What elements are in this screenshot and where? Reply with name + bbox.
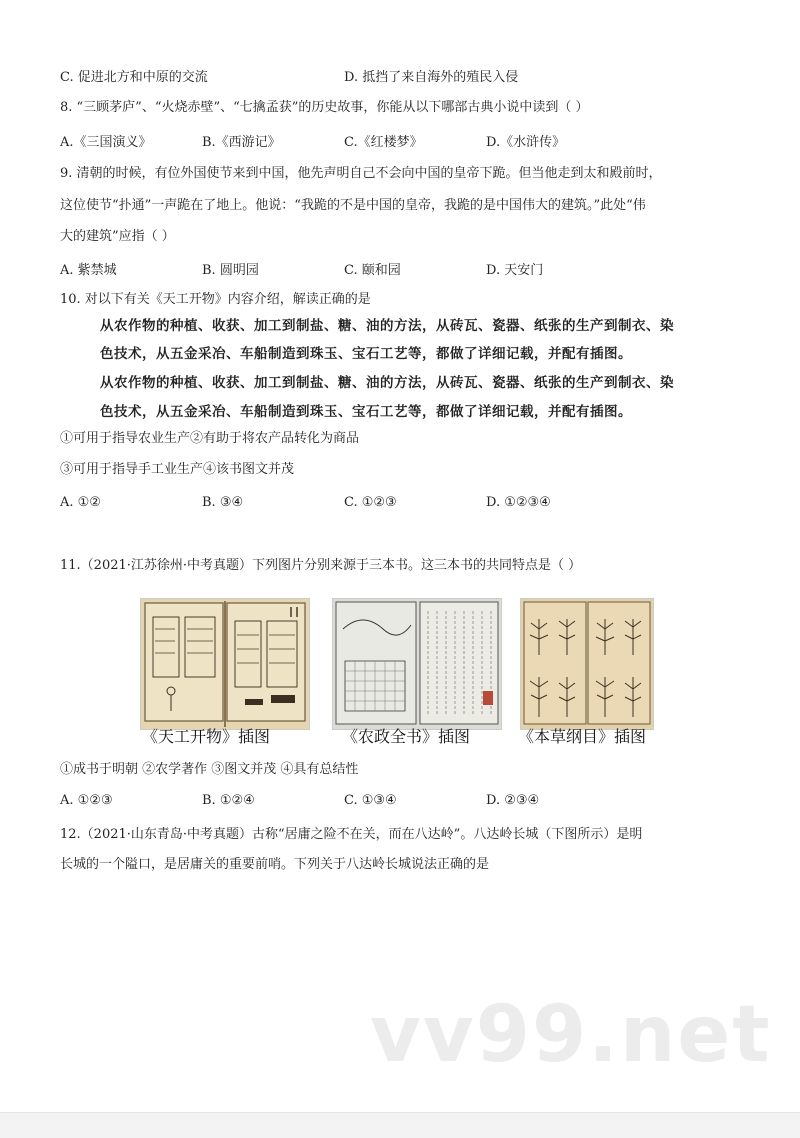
q9-stem-line3: 大的建筑”应指（ ） <box>60 229 175 244</box>
q10-item-1-2: ①可用于指导农业生产②有助于将农产品转化为商品 <box>60 431 360 446</box>
q10-item-3-4: ③可用于指导手工业生产④该书图文并茂 <box>60 462 295 477</box>
q8-option-b: B.《西游记》 <box>202 135 281 150</box>
q11-option-b: B. ①②④ <box>202 793 255 808</box>
q10-option-c: C. ①②③ <box>344 495 397 510</box>
q9-option-b: B. 圆明园 <box>202 263 259 278</box>
q10-quote-line1: 从农作物的种植、收获、加工到制盐、糖、油的方法，从砖瓦、瓷器、纸张的生产到制衣、染 <box>100 318 674 334</box>
q12-stem-line1: 12.（2021·山东青岛·中考真题）古称“居庸之险不在关，而在八达岭”。八达岭长城（下图所示）是明 <box>60 827 643 842</box>
tiangong-kaiwu-illustration <box>140 598 310 730</box>
q10-quote-line3: 从农作物的种植、收获、加工到制盐、糖、油的方法，从砖瓦、瓷器、纸张的生产到制衣、染 <box>100 375 674 391</box>
q10-option-d: D. ①②③④ <box>486 495 551 510</box>
q10-stem: 10. 对以下有关《天工开物》内容介绍，解读正确的是 <box>60 292 371 307</box>
q11-items: ①成书于明朝 ②农学著作 ③图文并茂 ④具有总结性 <box>60 762 359 777</box>
q7-option-d: D. 抵挡了来自海外的殖民入侵 <box>344 70 519 85</box>
q8-option-c: C.《红楼梦》 <box>344 135 423 150</box>
q11-option-d: D. ②③④ <box>486 793 540 808</box>
q11-option-a: A. ①②③ <box>60 793 113 808</box>
bencao-gangmu-illustration <box>520 598 654 730</box>
nongzheng-quanshu-illustration <box>332 598 502 730</box>
q9-option-d: D. 天安门 <box>486 263 544 278</box>
q12-stem-line2: 长城的一个隘口，是居庸关的重要前哨。下列关于八达岭长城说法正确的是 <box>60 857 490 872</box>
q10-option-b: B. ③④ <box>202 495 244 510</box>
q9-stem-line1: 9. 清朝的时候，有位外国使节来到中国，他先声明自己不会向中国的皇帝下跪。但当他走到太和殿前时， <box>60 166 662 181</box>
caption-nongzheng-quanshu: 《农政全书》插图 <box>342 727 471 746</box>
q10-quote-line4: 色技术，从五金采冶、车船制造到珠玉、宝石工艺等，都做了详细记载，并配有插图。 <box>100 404 632 420</box>
caption-bencao-gangmu: 《本草纲目》插图 <box>518 727 647 746</box>
q7-option-c: C. 促进北方和中原的交流 <box>60 70 208 85</box>
q9-option-a: A. 紫禁城 <box>60 263 117 278</box>
q8-option-d: D.《水浒传》 <box>486 135 566 150</box>
q8-stem: 8. “三顾茅庐”、“火烧赤壁”、“七擒孟获”的历史故事，你能从以下哪部古典小说中读到（ ） <box>60 100 589 115</box>
q9-stem-line2: 这位使节“扑通”一声跪在了地上。他说：“我跪的不是中国的皇帝，我跪的是中国伟大的建筑。”此处“伟 <box>60 198 646 213</box>
q11-stem: 11.（2021·江苏徐州·中考真题）下列图片分别来源于三本书。这三本书的共同特点是（ ） <box>60 558 582 573</box>
q8-option-a: A.《三国演义》 <box>60 135 152 150</box>
q9-option-c: C. 颐和园 <box>344 263 401 278</box>
page-bottom-edge <box>0 1112 800 1138</box>
caption-tiangong-kaiwu: 《天工开物》插图 <box>142 727 271 746</box>
q10-option-a: A. ①② <box>60 495 101 510</box>
q10-quote-line2: 色技术，从五金采冶、车船制造到珠玉、宝石工艺等，都做了详细记载，并配有插图。 <box>100 346 632 362</box>
q11-option-c: C. ①③④ <box>344 793 397 808</box>
watermark: vv99.net <box>370 990 772 1080</box>
